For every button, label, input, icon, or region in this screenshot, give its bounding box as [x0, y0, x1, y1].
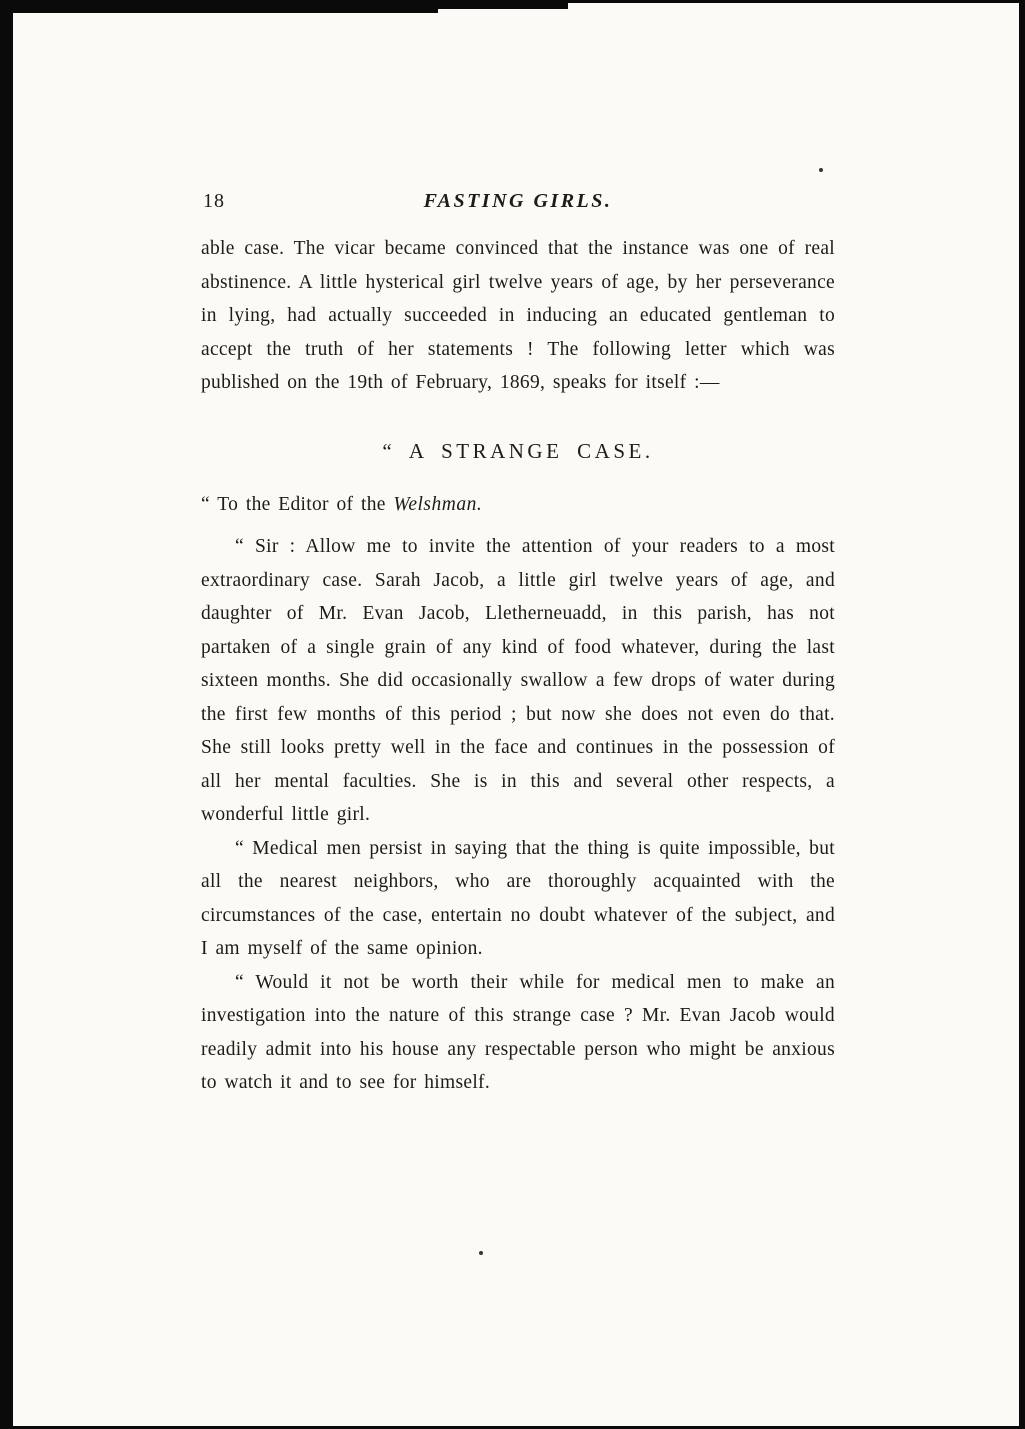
letter-paragraph: “ Medical men persist in saying that the thing is quite impossible, but all the nearest neighbors, who are thoroughly acquainted with the circumstances of the case, entertain no doubt whatever of the subject, and I am myself of the same opinion. [201, 837, 835, 959]
scan-speck [479, 1251, 483, 1255]
salutation-text: “ To the Editor of the [201, 493, 394, 515]
publication-name: Welshman. [393, 493, 483, 515]
letter-paragraph: “ Would it not be worth their while for medical men to make an investigation into the nature of this strange case ? Mr. Evan Jacob would readily admit into his house any respectable person who might be anxious to watch it and to see for himself. [201, 971, 835, 1093]
scan-artifact-left-edge [0, 0, 13, 1429]
page-content [201, 190, 835, 1100]
letter-heading: “ A STRANGE CASE. [382, 438, 654, 463]
scan-artifact-top-edge [568, 0, 1025, 3]
scan-speck [819, 168, 823, 172]
letter-paragraph: “ Sir : Allow me to invite the attention of your readers to a most extraordinary case. Sarah Jacob, a little girl twelve years of age, and daughter of Mr. Evan Jacob, Lletherneuadd, in this parish, has not partaken of a single grain of any kind of food whatever, during the last sixteen months. She did occasionally swallow a few drops of water during the first few months of this period ; but now she does not even do that. She still looks pretty well in the face and continues in the possession of all her mental faculties. She is in this and several other respects, a wonderful little girl. [201, 536, 835, 825]
scan-artifact-top-edge [0, 0, 438, 13]
paragraph-continuation: able case. The vicar became convinced that the instance was one of real abstinence. A little hysterical girl twelve years of age, by her perseverance in lying, had actually succeeded in inducing an educated gentleman to accept the truth of her statements ! The following letter which was published on the 19th of February, 1869, speaks for itself :— [201, 238, 835, 393]
running-title: FASTING GIRLS. [423, 190, 613, 212]
scan-artifact-top-edge [438, 0, 568, 9]
scan-artifact-right-edge [1019, 0, 1025, 1429]
page-number: 18 [203, 190, 225, 212]
page-header [201, 190, 835, 216]
letter-salutation [201, 488, 835, 522]
